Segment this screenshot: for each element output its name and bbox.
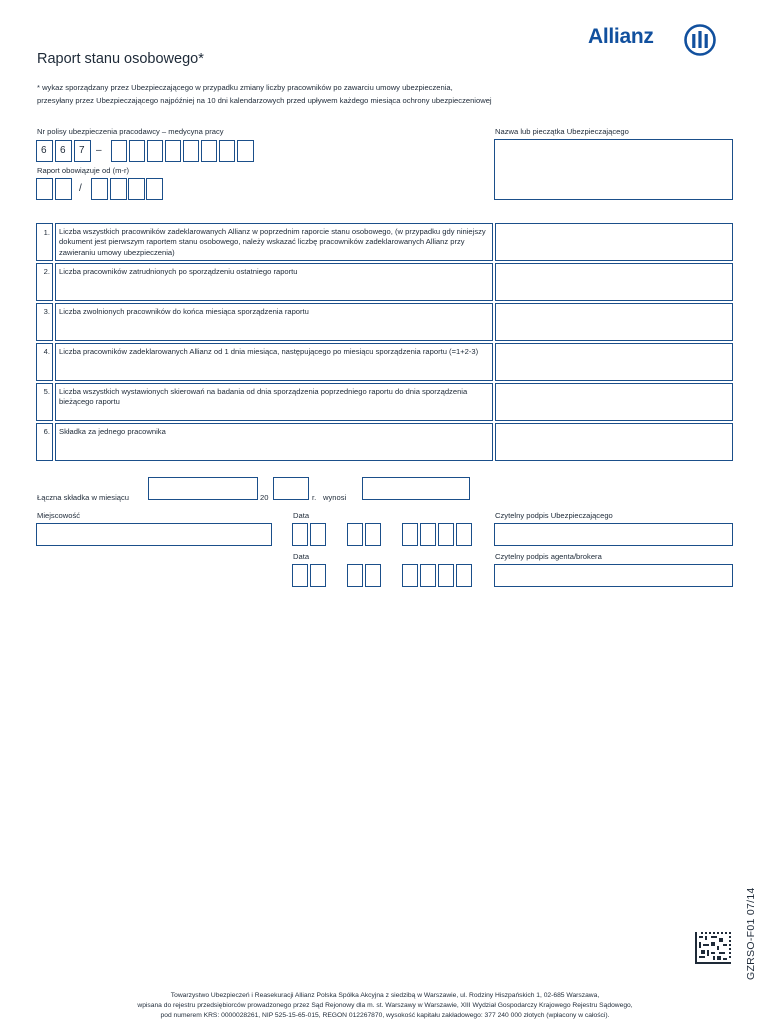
total-premium-field[interactable] [148, 477, 258, 500]
date2-year-box[interactable] [402, 564, 418, 587]
form-code: GZRSO-F01 07/14 [745, 887, 757, 980]
year-prefix: 20 [260, 493, 269, 502]
row-description: Liczba wszystkich wystawionych skierowań na badania od dnia sporządzenia poprzedniego raportu do dnia sporządzenia bieżącego raportu [59, 387, 468, 407]
row-value-field[interactable] [495, 263, 733, 301]
page-title: Raport stanu osobowego* [37, 51, 204, 67]
agent-signature-label: Czytelny podpis agenta/brokera [495, 552, 602, 561]
insurer-name-label: Nazwa lub pieczątka Ubezpieczającego [495, 127, 629, 136]
row-value-field[interactable] [495, 343, 733, 381]
policy-digit-3: 7 [79, 145, 85, 156]
row-description: Liczba wszystkich pracowników zadeklarowanych Allianz w poprzednim raporcie stanu osobowego, (w przypadku gdy niniejszy dokument jest pierwszym raportem stanu osobowego, należy wskazać liczbę pracowników zadeklarowanych Allianz przy zawieraniu umowy ubezpieczenia) [59, 227, 486, 257]
date-year-box[interactable] [438, 523, 454, 546]
date-day-box[interactable] [310, 523, 326, 546]
insurer-signature-field[interactable] [494, 523, 733, 546]
place-field[interactable] [36, 523, 272, 546]
agent-signature-field[interactable] [494, 564, 733, 587]
date-year-box[interactable] [420, 523, 436, 546]
row-description: Liczba zwolnionych pracowników do końca miesiąca sporządzenia raportu [59, 307, 309, 316]
date-year-box[interactable] [402, 523, 418, 546]
report-month-box-1[interactable] [36, 178, 53, 200]
row-description: Składka za jednego pracownika [59, 427, 166, 436]
row-number: 1. [43, 228, 50, 237]
date2-month-box[interactable] [365, 564, 381, 587]
policy-input-box[interactable] [183, 140, 199, 162]
footer-line-1: Towarzystwo Ubezpieczeń i Reasekuracji Allianz Polska Spółka Akcyjna z siedzibą w Warszawie, ul. Rodziny Hiszpańskich 1, 02-685 Warszawa, [170, 992, 600, 999]
year-r-label: r. [312, 493, 317, 502]
total-premium-label: Łączna składka w miesiącu [37, 493, 130, 502]
date-label: Data [293, 511, 310, 520]
date-day-box[interactable] [292, 523, 308, 546]
insurer-signature-label: Czytelny podpis Ubezpieczającego [495, 511, 613, 520]
policy-input-box[interactable] [165, 140, 181, 162]
policy-digit-1: 6 [41, 145, 47, 156]
row-number: 5. [43, 387, 50, 396]
date-year-box[interactable] [456, 523, 472, 546]
policy-input-box[interactable] [219, 140, 235, 162]
date2-year-box[interactable] [456, 564, 472, 587]
allianz-eagle-logo-icon [684, 24, 716, 56]
insurer-stamp-field[interactable] [494, 139, 733, 200]
row-number: 2. [43, 267, 50, 276]
year-suffix-field[interactable] [273, 477, 309, 500]
date2-day-box[interactable] [310, 564, 326, 587]
policy-digit-2: 6 [60, 145, 66, 156]
footer-line-2: wpisana do rejestru przedsiębiorców prowadzonego przez Sąd Rejonowy dla m. st. Warszawy w Warszawie, XIII Wydział Gospodarczy Krajowego Rejestru Sądowego, [137, 1002, 633, 1009]
row-description: Liczba pracowników zadeklarowanych Allianz od 1 dnia miesiąca, następującego po miesiącu sporządzenia raportu (=1+2-3) [59, 347, 479, 356]
report-from-label: Raport obowiązuje od (m-r) [37, 166, 130, 175]
row-number: 6. [43, 427, 50, 436]
report-month-box-2[interactable] [55, 178, 72, 200]
date2-month-box[interactable] [347, 564, 363, 587]
policy-input-box[interactable] [129, 140, 145, 162]
note-line-2: przesyłany przez Ubezpieczającego najpóźniej na 10 dni kalendarzowych przed upływem każdego miesiąca ochrony ubezpieczeniowej [37, 96, 492, 105]
date-month-box[interactable] [347, 523, 363, 546]
date2-year-box[interactable] [420, 564, 436, 587]
total-amount-field[interactable] [362, 477, 470, 500]
date2-year-box[interactable] [438, 564, 454, 587]
row-value-field[interactable] [495, 423, 733, 461]
report-year-box-4[interactable] [146, 178, 163, 200]
report-date-slash: / [79, 183, 82, 194]
place-label: Miejscowość [37, 511, 81, 520]
report-year-box-2[interactable] [110, 178, 127, 200]
date-month-box[interactable] [365, 523, 381, 546]
policy-input-box[interactable] [237, 140, 254, 162]
footer [60, 991, 710, 1021]
policy-input-box[interactable] [147, 140, 163, 162]
policy-input-box[interactable] [111, 140, 127, 162]
date2-day-box[interactable] [292, 564, 308, 587]
row-value-field[interactable] [495, 383, 733, 421]
note-line-1: * wykaz sporządzany przez Ubezpieczającego w przypadku zmiany liczby pracowników po zawarciu umowy ubezpieczenia, [37, 83, 453, 92]
policy-number-label: Nr polisy ubezpieczenia pracodawcy – medycyna pracy [37, 127, 224, 136]
report-year-box-3[interactable] [128, 178, 145, 200]
allianz-logo-text: Allianz [588, 25, 654, 48]
row-value-field[interactable] [495, 223, 733, 261]
row-value-field[interactable] [495, 303, 733, 341]
report-year-box-1[interactable] [91, 178, 108, 200]
data-matrix-code-icon [695, 932, 731, 964]
footer-line-3: pod numerem KRS: 0000028261, NIP 525-15-65-015, REGON 012267870, wysokość kapitału zakładowego: 377 240 000 złotych (wpłacony w całości). [160, 1012, 610, 1019]
amounts-to-label: wynosi [323, 493, 347, 502]
row-number: 3. [43, 307, 50, 316]
date2-label: Data [293, 552, 310, 561]
policy-dash: – [96, 145, 102, 156]
row-number: 4. [43, 347, 50, 356]
policy-input-box[interactable] [201, 140, 217, 162]
row-description: Liczba pracowników zatrudnionych po sporządzeniu ostatniego raportu [59, 267, 298, 276]
